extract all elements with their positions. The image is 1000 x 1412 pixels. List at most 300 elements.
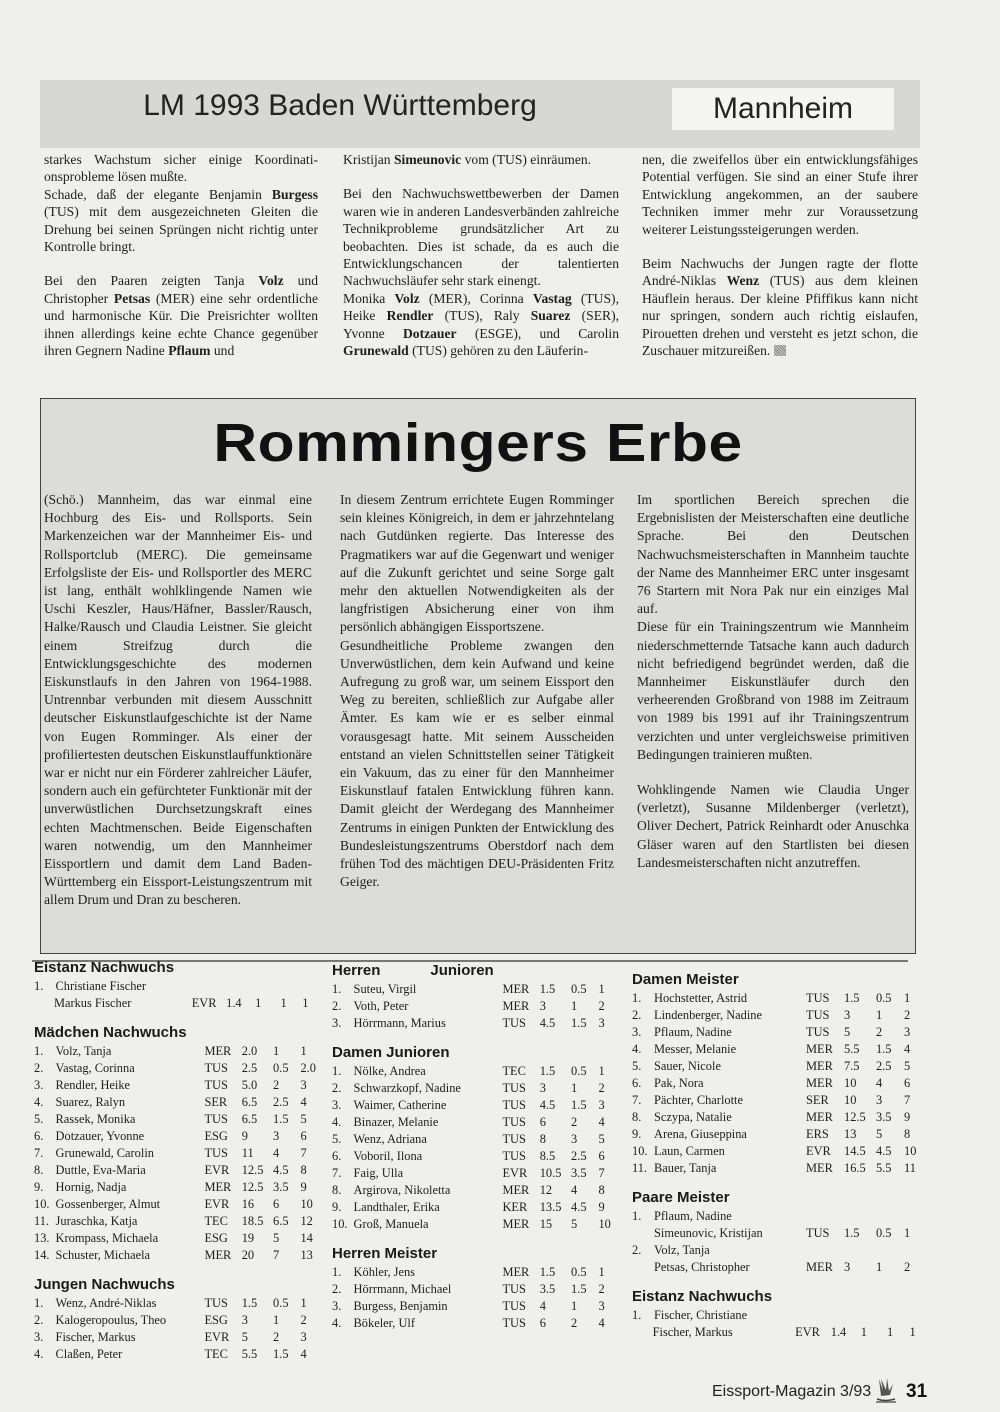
result-rank: 6.	[632, 1076, 642, 1090]
paragraph: Monika Volz (MER), Corinna Vastag (TUS), Heike Rendler (TUS), Raly Suarez (SER), Yvonne Dotzauer (ESGE), und Carolin Grunewald (TUS) gehören zu den Läuferin-	[343, 290, 619, 359]
result-name: Wenz, Adriana	[353, 1132, 427, 1146]
result-name: Lindenberger, Nadine	[654, 1008, 762, 1022]
result-v2: 1.5	[571, 1098, 587, 1112]
result-v3: 7	[598, 1166, 605, 1180]
result-row	[632, 1075, 932, 1092]
result-club: MER	[806, 1076, 833, 1090]
result-name: Petsas, Christopher	[654, 1260, 750, 1274]
result-v2: 1.5	[571, 1282, 587, 1296]
result-name: Arena, Giuseppina	[654, 1127, 747, 1141]
result-rank: 6.	[34, 1129, 44, 1143]
result-v2: 3	[571, 1132, 578, 1146]
result-name: Köhler, Jens	[353, 1265, 415, 1279]
result-v3: 2	[904, 1260, 911, 1274]
result-rank: 10.	[632, 1144, 648, 1158]
result-rank: 1.	[34, 979, 44, 993]
result-name: Hochstetter, Astrid	[654, 991, 748, 1005]
result-row	[34, 978, 324, 995]
result-rank: 4.	[332, 1316, 342, 1330]
result-name: Vastag, Corinna	[55, 1061, 135, 1075]
result-row	[632, 1007, 932, 1024]
result-v2: 4	[273, 1146, 280, 1160]
result-v1: 3	[241, 1313, 248, 1327]
result-club: TUS	[204, 1296, 228, 1310]
result-club: MER	[502, 1265, 530, 1279]
result-club: MER	[502, 982, 530, 996]
result-v2: 3.5	[571, 1166, 587, 1180]
result-club: KER	[502, 1200, 528, 1214]
result-club: MER	[502, 1217, 530, 1231]
result-v1: 4	[539, 1299, 546, 1313]
result-rank: 7.	[34, 1146, 44, 1160]
intro-column-1	[44, 151, 318, 359]
result-club	[204, 978, 241, 995]
result-name: Pflaum, Nadine	[654, 1025, 732, 1039]
feature-column-3	[637, 491, 909, 872]
result-v3: 13	[300, 1248, 313, 1262]
page-title: LM 1993 Baden Württemberg	[143, 89, 537, 122]
result-v2: 2.5	[571, 1149, 587, 1163]
result-v2: 1.5	[571, 1016, 587, 1030]
result-row	[632, 1041, 932, 1058]
result-v1: 8.5	[539, 1149, 556, 1163]
result-club: MER	[806, 1059, 833, 1073]
result-row	[332, 1199, 622, 1216]
result-v1: 12.5	[241, 1163, 264, 1177]
result-rank: 10.	[332, 1217, 348, 1231]
result-v1: 3	[844, 1008, 851, 1022]
result-name: Fischer, Markus	[55, 1330, 136, 1344]
result-v1	[844, 1208, 876, 1225]
result-row	[34, 1043, 324, 1060]
result-v3: 10	[598, 1217, 611, 1231]
result-v1: 12.5	[844, 1110, 866, 1124]
result-rank: 9.	[332, 1200, 342, 1214]
intro-column-3	[642, 151, 918, 359]
result-row	[632, 1024, 932, 1041]
result-rank: 1.	[632, 1209, 642, 1223]
result-v3: 3	[598, 1016, 605, 1030]
result-v3: 1	[598, 1064, 605, 1078]
results-heading: Damen Meister	[632, 971, 739, 988]
result-club	[806, 1307, 844, 1324]
result-club: TUS	[806, 991, 830, 1005]
result-v2: 4.5	[571, 1200, 587, 1214]
result-v1: 1.4	[830, 1325, 847, 1339]
result-name: Sczypa, Natalie	[654, 1110, 732, 1124]
result-row	[34, 1346, 324, 1363]
result-v1: 18.5	[241, 1214, 264, 1228]
result-rank: 2.	[332, 1081, 342, 1095]
result-v2: 0.5	[571, 982, 587, 996]
result-v1: 3	[844, 1260, 851, 1274]
result-v1: 12	[539, 1183, 553, 1197]
result-club	[806, 1208, 844, 1225]
result-row	[34, 1077, 324, 1094]
result-rank: 5.	[632, 1059, 642, 1073]
results-column-3	[632, 970, 932, 1341]
result-club: MER	[806, 1042, 833, 1056]
result-row	[332, 1080, 622, 1097]
results-section	[332, 1043, 622, 1233]
result-v2: 5	[273, 1231, 280, 1245]
result-v2: 5	[876, 1127, 883, 1141]
paragraph: In diesem Zentrum errichtete Eugen Romminger sein kleines Königreich, in dem er jahrzehntelang nach Gutdünken regierte. Das Interesse des Pragmatikers war auf die Gegenwart und weniger auf die Zukunft gerichtet und seine Sorge galt mehr den aktuellen Notwendigkeiten als der langfristigen Absicherung einer von ihm persönlich abhängigen Eissportszene.	[340, 492, 614, 635]
result-rank: 5.	[34, 1112, 44, 1126]
result-name: Binazer, Melanie	[353, 1115, 439, 1129]
result-v2: 4.5	[273, 1163, 289, 1177]
result-row	[332, 1097, 622, 1114]
result-club: MER	[204, 1044, 232, 1058]
result-v2: 4	[571, 1183, 578, 1197]
result-club: TUS	[502, 1316, 526, 1330]
result-name: Christiane Fischer	[55, 979, 147, 993]
result-v3: 5	[300, 1112, 307, 1126]
result-rank: 1.	[332, 1265, 342, 1279]
result-v1: 1.5	[241, 1296, 258, 1310]
result-v2: 0.5	[876, 991, 892, 1005]
result-row	[332, 1182, 622, 1199]
result-v4: 1	[302, 996, 309, 1010]
result-rank: 1.	[34, 1044, 44, 1058]
result-v2: 2.5	[273, 1095, 289, 1109]
result-v2: 2	[273, 1078, 280, 1092]
result-club: TUS	[502, 1081, 526, 1095]
result-row	[332, 1264, 622, 1281]
result-name: Kalogeropoulus, Theo	[55, 1313, 167, 1327]
result-row	[332, 1315, 622, 1332]
result-row	[632, 1109, 932, 1126]
result-name: Laun, Carmen	[654, 1144, 725, 1158]
result-name: Bökeler, Ulf	[353, 1316, 415, 1330]
result-rank: 13.	[34, 1231, 50, 1245]
result-rank: 4.	[632, 1042, 642, 1056]
result-name: Voboril, Ilona	[353, 1149, 423, 1163]
result-club: EVR	[204, 1330, 230, 1344]
result-v3: 1	[300, 1044, 307, 1058]
results-section	[34, 1023, 324, 1264]
result-name: Suteu, Virgil	[353, 982, 417, 996]
result-rank: 2.	[332, 1282, 342, 1296]
result-v2: 1	[876, 1260, 883, 1274]
skater-logo-icon	[873, 1375, 899, 1405]
result-v2: 2	[876, 1025, 883, 1039]
city-label: Mannheim	[712, 92, 854, 125]
result-v1: 5.5	[241, 1347, 258, 1361]
result-rank: 3.	[34, 1330, 44, 1344]
result-club: TUS	[502, 1132, 526, 1146]
result-v2: 7	[273, 1248, 280, 1262]
result-v1: 16	[241, 1197, 255, 1211]
result-club: TEC	[204, 1347, 228, 1361]
result-rank: 1.	[632, 1308, 642, 1322]
result-v1	[242, 978, 273, 995]
result-v1: 1.5	[539, 1265, 556, 1279]
result-v2: 1	[273, 1313, 280, 1327]
result-v1: 11	[241, 1146, 254, 1160]
result-v2: 5.5	[876, 1161, 892, 1175]
result-name: Groß, Manuela	[353, 1217, 429, 1231]
result-v2: 1.5	[876, 1042, 892, 1056]
result-rank: 1.	[332, 982, 342, 996]
result-v3: 3	[300, 1078, 307, 1092]
result-v1: 3.5	[539, 1282, 556, 1296]
result-v3: 10	[904, 1144, 917, 1158]
feature-column-2	[340, 491, 614, 891]
result-name: Schuster, Michaela	[55, 1248, 151, 1262]
result-v3: 8	[300, 1163, 307, 1177]
result-v3: 6	[904, 1076, 911, 1090]
result-v1: 8	[539, 1132, 546, 1146]
result-rank: 4.	[34, 1095, 44, 1109]
result-rank: 11.	[632, 1161, 648, 1175]
result-row	[332, 998, 622, 1015]
result-v3	[904, 1307, 928, 1324]
result-name: Burgess, Benjamin	[353, 1299, 448, 1313]
result-v3: 4	[300, 1347, 307, 1361]
result-v1: 13.5	[539, 1200, 562, 1214]
result-row	[332, 1148, 622, 1165]
result-name: Hörrmann, Michael	[353, 1282, 452, 1296]
magazine-name: Eissport-Magazin 3/93	[712, 1383, 872, 1400]
result-v1	[844, 1242, 876, 1259]
result-club: MER	[806, 1161, 833, 1175]
result-rank: 3.	[332, 1299, 342, 1313]
result-name: Hornig, Nadja	[55, 1180, 127, 1194]
result-name: Bauer, Tanja	[654, 1161, 717, 1175]
result-rank: 14.	[34, 1248, 50, 1262]
result-row	[34, 1179, 324, 1196]
result-v1: 4.5	[539, 1098, 556, 1112]
result-v2: 0.5	[571, 1265, 587, 1279]
result-club: TUS	[204, 1112, 228, 1126]
result-name: Markus Fischer	[53, 996, 132, 1010]
result-v1: 14.5	[844, 1144, 866, 1158]
result-name: Rendler, Heike	[55, 1078, 131, 1092]
result-rank: 3.	[34, 1078, 44, 1092]
result-club: MER	[204, 1248, 232, 1262]
result-v2: 1.5	[273, 1347, 289, 1361]
result-v3: 9	[598, 1200, 605, 1214]
result-club: EVR	[191, 996, 217, 1010]
result-rank: 8.	[632, 1110, 642, 1124]
result-club: TEC	[502, 1064, 526, 1078]
result-v1: 5.5	[844, 1042, 860, 1056]
result-name: Sauer, Nicole	[654, 1059, 721, 1073]
result-v3: 3	[598, 1299, 605, 1313]
result-name: Krompass, Michaela	[55, 1231, 159, 1245]
result-row	[332, 981, 622, 998]
result-v2	[876, 1208, 904, 1225]
result-club: EVR	[806, 1144, 831, 1158]
result-v3: 1	[598, 982, 605, 996]
result-v1: 1.5	[539, 982, 556, 996]
result-v1: 1.5	[844, 1226, 860, 1240]
result-row	[34, 1094, 324, 1111]
results-column-2	[332, 961, 622, 1332]
result-v1: 10	[844, 1076, 857, 1090]
result-club: TUS	[204, 1078, 228, 1092]
result-v1: 5.0	[241, 1078, 258, 1092]
result-row	[34, 1162, 324, 1179]
result-v3: 1	[887, 1325, 894, 1339]
result-name: Gossenberger, Almut	[55, 1197, 161, 1211]
result-v3: 5	[598, 1132, 605, 1146]
result-name: Volz, Tanja	[654, 1243, 710, 1257]
result-rank	[632, 1225, 654, 1242]
results-section	[34, 958, 324, 1012]
result-row	[332, 1063, 622, 1080]
result-name: Faig, Ulla	[353, 1166, 404, 1180]
result-name: Fischer, Markus	[652, 1325, 733, 1339]
result-v2: 1	[571, 1299, 578, 1313]
result-name: Fischer, Christiane	[654, 1308, 748, 1322]
result-row	[632, 1092, 932, 1109]
result-v3: 3	[598, 1098, 605, 1112]
results-section	[632, 970, 932, 1177]
paragraph: (Schö.) Mannheim, das war einmal eine Hochburg des Eis- und Rollsports. Sein Markenzeichen war der Mannheimer Eis- und Rollsportclub (MERC). Die gemeinsame Erfolgsliste der Eis- und Rollsportler des MERC ist lang, enthält wohlklingende Namen wie Uschi Keszler, Haus/Häfner, Bassler/Rausch, Halke/Rausch und Claudia Leistner. Sie gleicht einem Streifzug durch die Entwicklungsgeschichte des modernen Eiskunstlaufs in den Jahren von 1964-1988. Untrennbar verbunden mit diesem Ausschnitt deutscher Eiskunstlaufgeschichte ist der Name von Eugen Romminger. Als einer der profiliertesten deutschen Eiskunstlauffunktionäre war er nicht nur ein Förderer zahlreicher Läufer, sondern auch ein gefürchteter Funktionär mit der unverwüstlichen Durchsetzungskraft eines echten Machtmenschen. Beide Eigenschaften waren notwendig, um den Mannheimer Eissportlern und damit dem Land Baden-Württemberg ein Eissport-Leistungszentrum mit allem Drum und Dran zu bescheren.	[44, 492, 312, 908]
result-row	[632, 1208, 932, 1225]
result-club: TUS	[806, 1226, 830, 1240]
result-name: Suarez, Ralyn	[55, 1095, 126, 1109]
result-row	[332, 1165, 622, 1182]
result-row	[34, 995, 324, 1012]
result-rank: 1.	[632, 991, 642, 1005]
result-v1: 13	[844, 1127, 857, 1141]
result-rank: 11.	[34, 1214, 50, 1228]
intro-column-2	[343, 151, 619, 359]
result-v2: 1	[255, 996, 262, 1010]
result-v1: 15	[539, 1217, 553, 1231]
results-heading: Jungen Nachwuchs	[34, 1276, 175, 1293]
article-end-icon	[774, 345, 786, 356]
results-section	[632, 1287, 932, 1341]
paragraph: Gesundheitliche Probleme zwangen den Unverwüstlichen, dem kein Aufwand und keine Aufregung zu groß war, um seinem Eissport den Weg zu bereiten, schließlich zur Aufgabe aller Ämter. Es kam wie er es selber einmal vorausgesagt hatte. Mit seinem Ausscheiden entstand an vielen Schnittstellen seiner Tätigkeit ein Vakuum, das zu einer für den Mannheimer Eiskunstlauf fatalen Entwicklung führen kann. Damit gleicht der Werdegang des Mannheimer Zentrums in einigen Punkten der Entwicklung des Bundesleistungszentrums Oberstdorf nach dem frühen Tod des mächtigen DEU-Präsidenten Fritz Geiger.	[340, 637, 614, 890]
result-v3: 8	[904, 1127, 911, 1141]
result-name: Dotzauer, Yvonne	[55, 1129, 145, 1143]
page-number: 31	[906, 1381, 928, 1402]
result-v3: 9	[904, 1110, 911, 1124]
result-v3: 11	[904, 1161, 916, 1175]
result-v1: 10	[844, 1093, 857, 1107]
results-heading: Herren Junioren	[332, 962, 494, 979]
result-row	[632, 1242, 932, 1259]
paragraph: Bei den Nachwuchswettbewerben der Damen waren wie in anderen Landesverbänden zahlreiche Technikprobleme grundsätzlicher Art zu beobachten. Dies ist schade, da es auch die Entwicklungschancen der talentierten Nachwuchsläufer sehr stark einengt.	[343, 186, 619, 289]
result-v2: 3	[273, 1129, 280, 1143]
feature-title: Rommingers Erbe	[213, 413, 743, 473]
result-v2: 2	[571, 1316, 578, 1330]
result-v2: 1	[571, 1081, 578, 1095]
result-row	[332, 1015, 622, 1032]
result-row	[34, 1247, 324, 1264]
result-club: MER	[502, 1183, 530, 1197]
result-name: Waimer, Catherine	[353, 1098, 447, 1112]
result-v3: 6	[300, 1129, 307, 1143]
result-v1: 1.4	[226, 996, 242, 1010]
result-rank: 1.	[34, 1296, 44, 1310]
result-rank: 5.	[332, 1132, 342, 1146]
feature-column-1	[44, 491, 312, 910]
results-section	[34, 1275, 324, 1363]
result-v1: 19	[241, 1231, 255, 1245]
result-club: TUS	[502, 1282, 526, 1296]
result-rank: 3.	[332, 1098, 342, 1112]
result-v3: 3	[300, 1330, 307, 1344]
result-v3	[904, 1208, 928, 1225]
result-v3: 1	[904, 991, 911, 1005]
result-v1: 3	[539, 1081, 546, 1095]
result-club	[806, 1242, 844, 1259]
result-v1: 9	[241, 1129, 248, 1143]
result-name: Duttle, Eva-Maria	[55, 1163, 146, 1177]
result-name: Nölke, Andrea	[353, 1064, 426, 1078]
result-v3: 10	[300, 1197, 313, 1211]
result-v3: 7	[300, 1146, 307, 1160]
paragraph: Bei den Paaren zeigten Tanja Volz und Christopher Petsas (MER) eine sehr ordentliche und harmonische Kür. Die Preisrichter wollten ihnen allerdings keine echte Chance gegenüber ihren Gegnern Nadine Pflaum und	[44, 273, 318, 359]
result-v1: 7.5	[844, 1059, 860, 1073]
result-v1: 2.0	[241, 1044, 258, 1058]
result-v1: 5	[241, 1330, 248, 1344]
result-v3: 1	[280, 996, 287, 1010]
result-rank: 2.	[332, 999, 342, 1013]
result-club: MER	[806, 1260, 833, 1274]
result-v3: 7	[904, 1093, 911, 1107]
result-name: Messer, Melanie	[654, 1042, 737, 1056]
result-rank: 8.	[34, 1163, 44, 1177]
result-name: Claßen, Peter	[55, 1347, 123, 1361]
result-rank: 2.	[34, 1313, 44, 1327]
result-rank: 7.	[632, 1093, 642, 1107]
result-v2: 5	[571, 1217, 578, 1231]
results-section	[332, 1244, 622, 1332]
result-v3: 4	[598, 1115, 605, 1129]
result-name: Pak, Nora	[654, 1076, 704, 1090]
result-v2: 1	[860, 1325, 867, 1339]
paragraph: starkes Wachstum sicher einige Koordinati-onsprobleme lösen mußte.	[44, 152, 318, 185]
result-row	[34, 1128, 324, 1145]
result-row	[632, 1058, 932, 1075]
result-row	[34, 1111, 324, 1128]
result-row	[34, 1329, 324, 1346]
result-v1: 12.5	[241, 1180, 264, 1194]
result-name: Wenz, André-Niklas	[55, 1296, 157, 1310]
result-v1: 10.5	[539, 1166, 562, 1180]
result-club: TUS	[806, 1025, 830, 1039]
result-v3: 2	[598, 1081, 605, 1095]
result-row	[34, 1230, 324, 1247]
result-club: TUS	[204, 1146, 228, 1160]
paragraph: Wohklingende Namen wie Claudia Unger (verletzt), Susanne Mildenberger (verletzt), Oliver Dechert, Patrick Reinhardt oder Anuschka Gläser waren auf den Startlisten bei diesen Landesmeisterschaften nicht anzutreffen.	[637, 782, 909, 870]
results-column-1	[34, 958, 324, 1363]
result-club: TEC	[204, 1214, 228, 1228]
result-row	[34, 1213, 324, 1230]
result-v3: 3	[904, 1025, 911, 1039]
results-heading: Eistanz Nachwuchs	[632, 1288, 773, 1305]
result-rank: 3.	[632, 1025, 642, 1039]
result-v2	[876, 1307, 904, 1324]
result-club: SER	[806, 1093, 829, 1107]
paragraph: Kristijan Simeunovic vom (TUS) einräumen.	[343, 152, 592, 167]
result-v2: 6.5	[273, 1214, 289, 1228]
result-v3	[300, 978, 324, 995]
result-row	[632, 1324, 932, 1341]
result-row	[34, 1060, 324, 1077]
result-v2: 4	[876, 1076, 883, 1090]
result-club: TUS	[502, 1149, 526, 1163]
result-v4: 1	[909, 1325, 916, 1339]
result-v3: 6	[598, 1149, 605, 1163]
result-club: TUS	[806, 1008, 830, 1022]
